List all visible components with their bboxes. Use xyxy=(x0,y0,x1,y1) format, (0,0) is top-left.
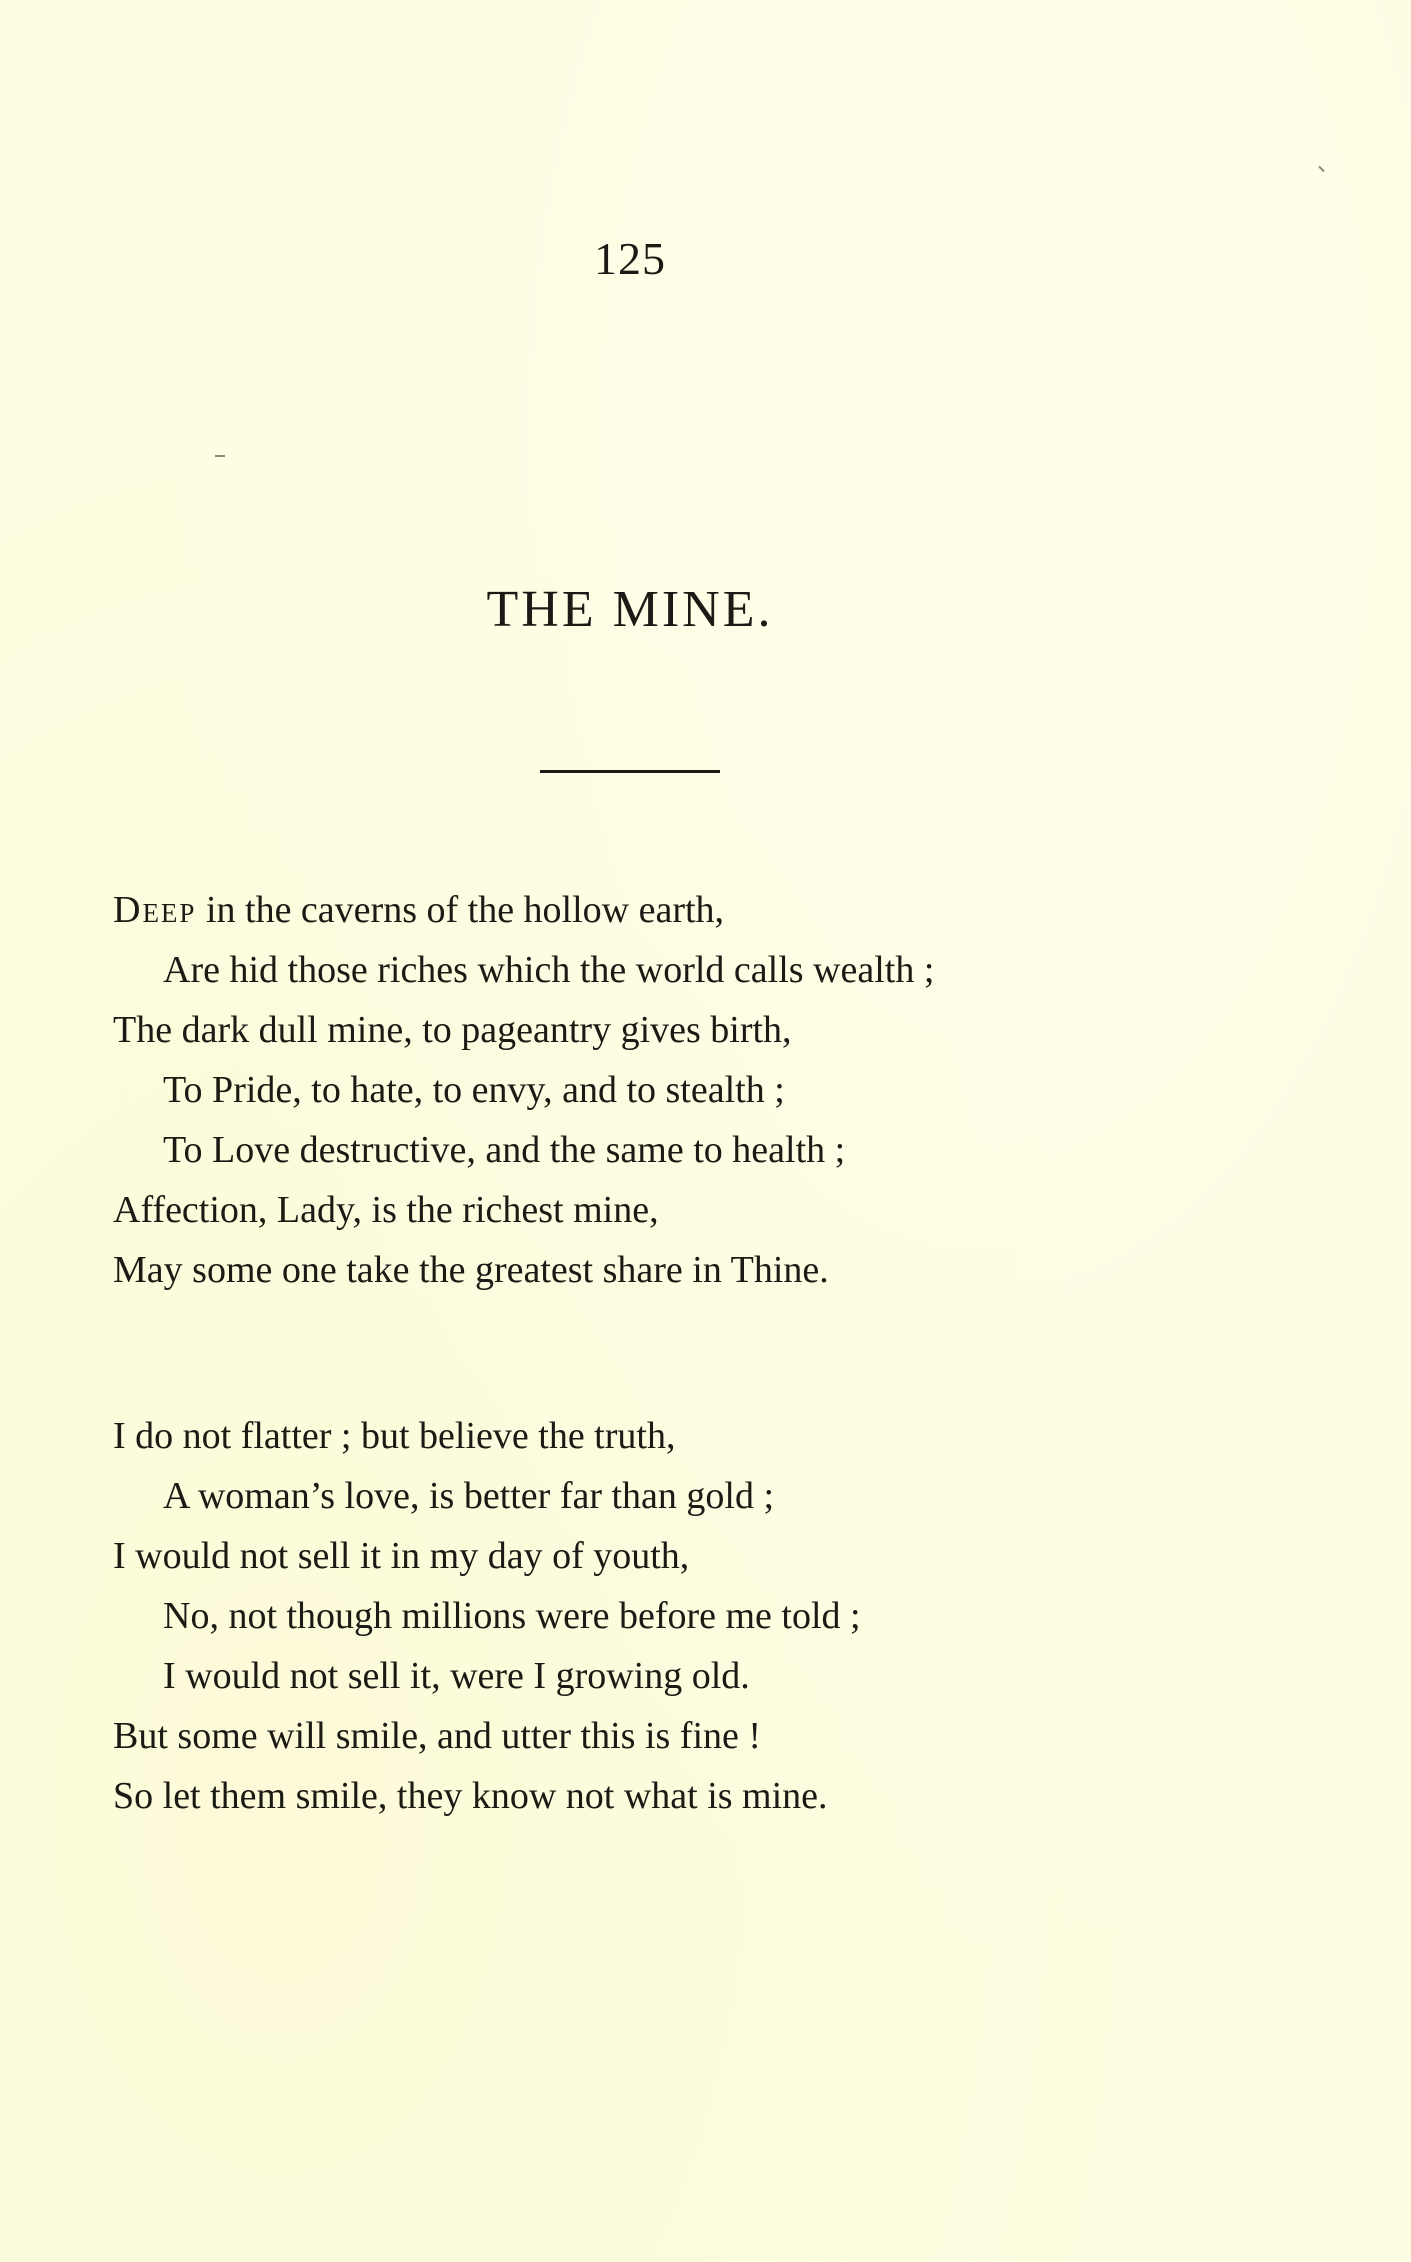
stanza-1 xyxy=(113,880,1313,1300)
poem-line: I do not flatter ; but believe the truth, xyxy=(113,1415,676,1457)
poem-title: THE MINE. xyxy=(486,581,774,638)
margin-mark-right xyxy=(1318,166,1324,172)
poem-line: No, not though millions were before me told ; xyxy=(163,1595,861,1637)
margin-mark-left xyxy=(215,455,225,457)
poem-line: Are hid those riches which the world calls wealth ; xyxy=(163,949,935,991)
first-line-text: in the caverns of the hollow earth, xyxy=(196,889,725,931)
poem-line: The dark dull mine, to pageantry gives birth, xyxy=(113,1009,792,1051)
poem-line: To Pride, to hate, to envy, and to stealth ; xyxy=(163,1069,785,1111)
title-divider-rule xyxy=(540,770,720,773)
poem-line: May some one take the greatest share in Thine. xyxy=(113,1249,829,1291)
poem-line: Affection, Lady, is the richest mine, xyxy=(113,1189,659,1231)
poem-line xyxy=(113,880,1313,940)
drop-word: Deep xyxy=(113,889,197,931)
poem-line: I would not sell it, were I growing old. xyxy=(163,1655,750,1697)
page-number: 125 xyxy=(594,233,666,284)
poem-line: So let them smile, they know not what is mine. xyxy=(113,1775,828,1817)
poem-line: I would not sell it in my day of youth, xyxy=(113,1535,690,1577)
poem-line: But some will smile, and utter this is fine ! xyxy=(113,1715,762,1757)
stanza-2 xyxy=(113,1406,1313,1826)
poem-line: A woman’s love, is better far than gold ; xyxy=(163,1475,775,1517)
poem-line: To Love destructive, and the same to health ; xyxy=(163,1129,846,1171)
